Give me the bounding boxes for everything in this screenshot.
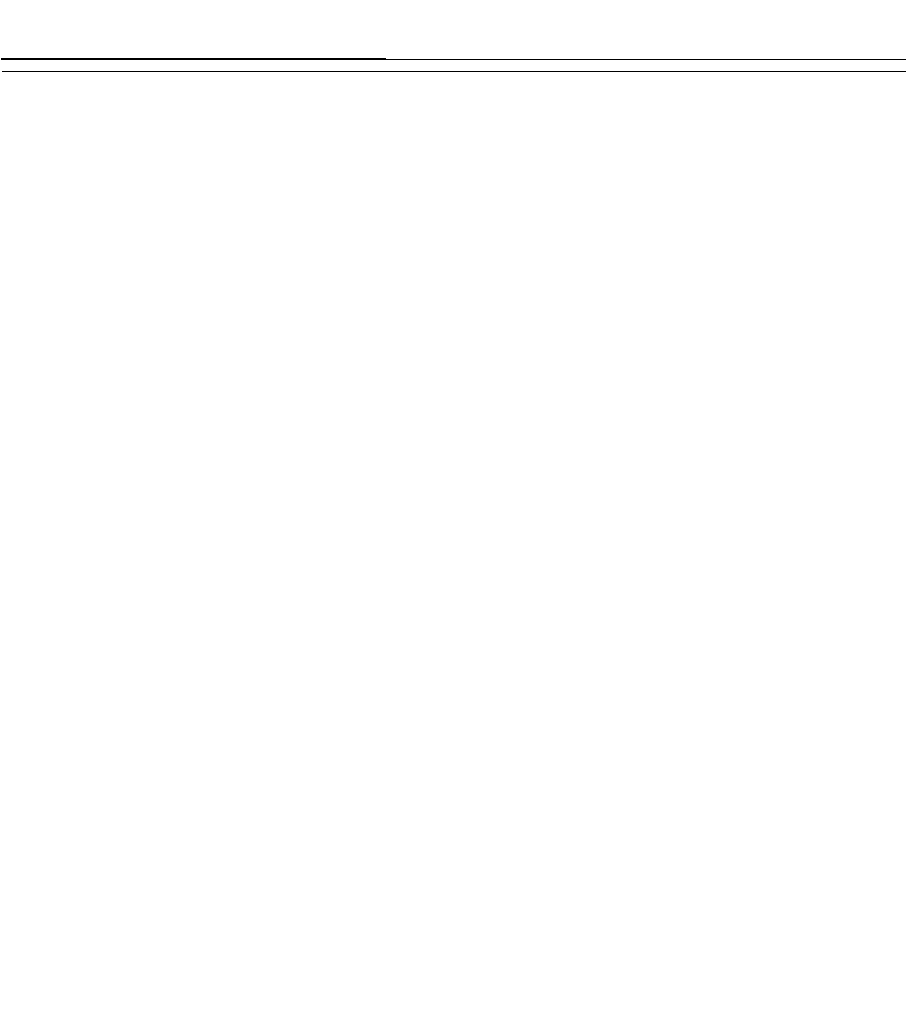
header-spacer xyxy=(2,60,906,72)
results-table xyxy=(1,58,906,72)
